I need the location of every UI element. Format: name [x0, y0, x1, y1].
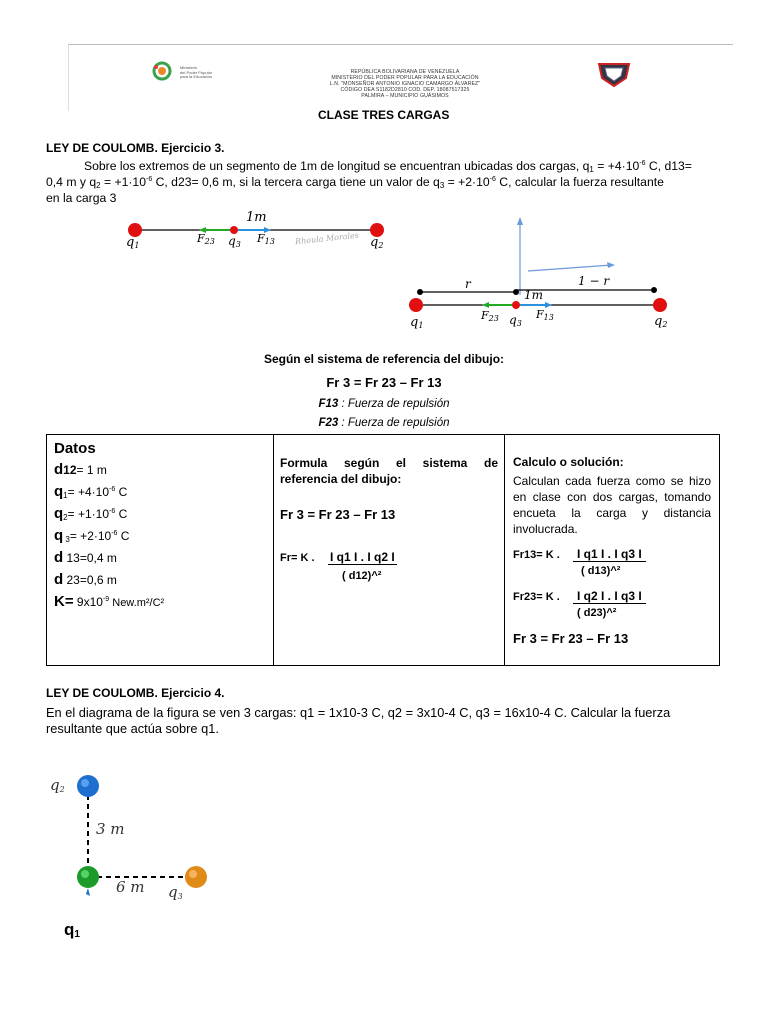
q3-label: $q_3$: [228, 234, 241, 249]
exercise-3-statement: Sobre los extremos de un segmento de 1m de longitud se encuentran ubicadas dos cargas, $q_1 = +4\cdot 10^{-6}$ C, d13= 0,4 m y $q_2 = +1\cdot 10^{-6}$ C, d23= 0,6 m, si la tercera carga tiene un valor de $q_3 = +2\cdot 10^{-6}$ C, calcular la fuerza resultante en la carga 3: [46, 159, 692, 205]
q2-row: $q_2= +1\cdot 10^{-6}$ C: [54, 505, 128, 522]
charge-q2: [77, 775, 99, 797]
charge-q1: [409, 298, 423, 312]
formula-cell: Formula según el sistema de referencia del dibujo: Fr 3 = Fr 23 – Fr 13 Fr= K . I q1 I . I q2 I ( d12)^²: [274, 435, 505, 666]
exercise-4-statement: En el diagrama de la figura se ven 3 cargas: q1 = 1x10-3 C, q2 = 3x10-4 C, q3 = 16x10-4 C. Calcular la fuerza resultante que actúa sobre q1.: [46, 705, 671, 736]
length-1m-label: 1m: [246, 210, 267, 225]
page-title: CLASE TRES CARGAS: [318, 108, 450, 122]
calc-equation: Fr 3 = Fr 23 – Fr 13: [513, 631, 629, 646]
q1-label-2: $q_1$: [410, 315, 424, 330]
f13-label-2: $F_{13}$: [536, 308, 554, 322]
calc-text: Calculan cada fuerza como se hizo en clase con dos cargas, tomando encueta la carga y distancia involucrada.: [513, 474, 711, 536]
formula-heading: Formula según el sistema de: [280, 456, 498, 470]
q3-row: q $_3= +2\cdot 10^{-6}$ C: [54, 527, 130, 544]
r-label: r: [465, 277, 471, 291]
coulomb-formula: Fr= K . I q1 I . I q2 I ( d12)^²: [280, 550, 395, 582]
d13-row: d 13=0,4 m: [54, 549, 117, 566]
f13-label: $F_{13}$: [257, 232, 275, 246]
q3-label-2: $q_3$: [509, 313, 522, 328]
datos-title: Datos: [54, 440, 96, 457]
fr23-formula: Fr23= K . I q2 I . I q3 I ( d23)^²: [513, 589, 711, 629]
charge-q3: [230, 226, 238, 234]
ministry-text: Ministerio del Poder Popular para la Educación: [180, 65, 213, 80]
charge-q3: [185, 866, 207, 888]
d23-row: d 23=0,6 m: [54, 571, 117, 588]
ministry-logo-icon: [148, 60, 182, 82]
q1-label: $q_1$: [126, 235, 140, 250]
x-axis: [528, 265, 612, 271]
f13-definition: F13 : Fuerza de repulsión: [318, 398, 450, 410]
f23-label: $F_{23}$: [197, 232, 215, 246]
data-table: [46, 434, 720, 666]
vertical-distance-label: 3 m: [96, 820, 125, 838]
k-row: $K= 9x10^{-9}$ New.m²/C²: [54, 593, 165, 610]
calc-heading: Calculo o solución:: [513, 455, 624, 469]
formula-equation: Fr 3 = Fr 23 – Fr 13: [280, 507, 396, 522]
fr13-formula: Fr13= K . I q1 I . I q3 I ( d13)^²: [513, 547, 711, 587]
institution-header: REPÚBLICA BOLIVARIANA DE VENEZUELA MINISTERIO DEL PODER POPULAR PARA LA EDUCACIÓN L.N. "MONSEÑOR ANTONIO IGNACIO CAMARGO ÁLVAREZ" CÓDIGO DEA S1182D2810 COD. DEP. 18087517325 PALMIRA – MUNICIPIO GUÁSIMOS: [329, 69, 481, 99]
datos-cell: [47, 435, 274, 666]
q1-row: $q_1= +4\cdot 10^{-6}$ C: [54, 483, 128, 500]
q3-label-3: $q_3$: [168, 883, 183, 901]
resultant-equation: Fr 3 = Fr 23 – Fr 13: [326, 375, 442, 390]
charge-q3: [512, 301, 520, 309]
one-minus-r-label: 1 − r: [578, 274, 610, 288]
charge-q1: [77, 866, 99, 888]
q1-label-3: $q_1$: [64, 920, 80, 940]
d12-row: d12= 1 m: [54, 461, 107, 478]
reference-heading: Según el sistema de referencia del dibujo:: [263, 352, 505, 366]
length-1m-label-2: 1m: [524, 288, 544, 302]
q2-label-3: $q_2$: [50, 776, 65, 794]
charge-q2: [653, 298, 667, 312]
horizontal-distance-label: 6 m: [116, 878, 145, 896]
q2-label-2: $q_2$: [654, 314, 668, 329]
f23-definition: F23 : Fuerza de repulsión: [318, 417, 450, 429]
signature: Rhoula Morales: [294, 230, 360, 247]
exercise-4-heading: LEY DE COULOMB. Ejercicio 4.: [46, 686, 225, 700]
f23-label-2: $F_{23}$: [481, 309, 499, 323]
q2-label: $q_2$: [370, 235, 384, 250]
calculation-cell: [505, 435, 720, 666]
exercise-3-heading: LEY DE COULOMB. Ejercicio 3.: [46, 141, 225, 155]
school-emblem-icon: [596, 58, 632, 88]
